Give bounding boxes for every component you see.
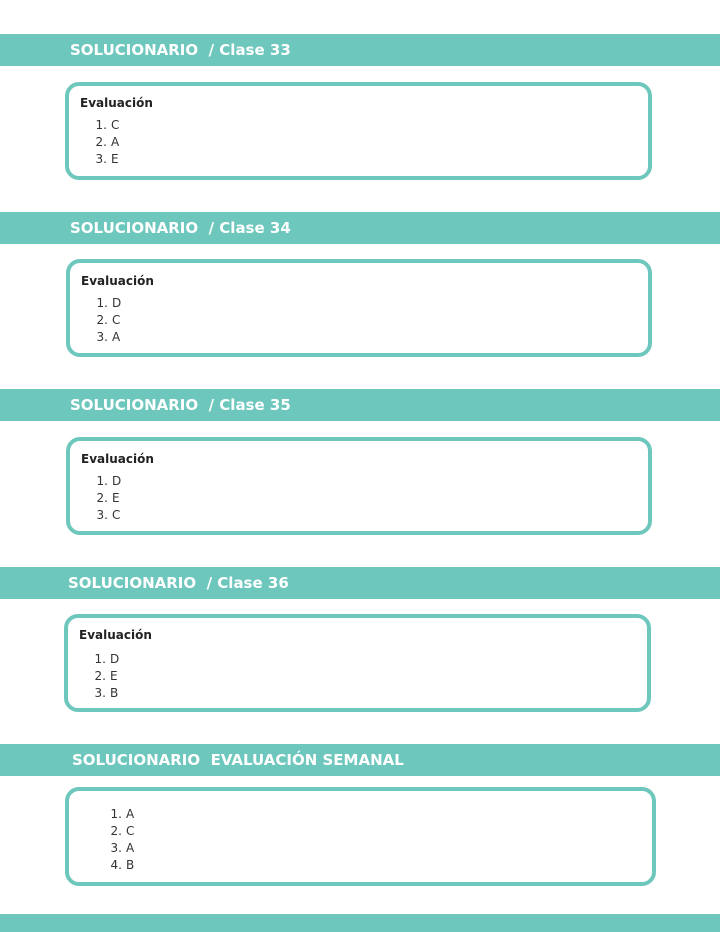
answer-item: 1. D	[94, 652, 120, 666]
answer-list	[92, 651, 119, 702]
answer-list	[94, 473, 121, 524]
answer-item: 2. A	[95, 135, 120, 149]
card-heading: Evaluación	[81, 274, 154, 288]
answer-list	[108, 806, 134, 874]
card-heading: Evaluación	[80, 96, 153, 110]
section-title: SOLUCIONARIO / Clase 34	[70, 219, 291, 237]
answer-item: 3. C	[96, 508, 121, 522]
answer-item: 1. D	[96, 474, 122, 488]
card-heading: Evaluación	[79, 628, 152, 642]
section-banner-clase-36	[0, 567, 720, 599]
answer-item: 2. C	[110, 824, 135, 838]
answer-item: 1. D	[96, 296, 122, 310]
answer-card-evaluacion-semanal	[65, 787, 656, 886]
answer-card-clase-34	[66, 259, 652, 357]
answer-item: 3. A	[96, 330, 121, 344]
section-title: SOLUCIONARIO EVALUACIÓN SEMANAL	[72, 751, 404, 769]
answer-item: 3. E	[95, 152, 119, 166]
section-title: SOLUCIONARIO / Clase 36	[68, 574, 289, 592]
answer-item: 1. C	[95, 118, 120, 132]
section-banner-evaluacion-semanal	[0, 744, 720, 776]
answer-list	[93, 117, 119, 168]
answer-item: 1. A	[110, 807, 135, 821]
answer-item: 2. C	[96, 313, 121, 327]
section-title: SOLUCIONARIO / Clase 35	[70, 396, 291, 414]
answer-list	[94, 295, 121, 346]
footer-bar	[0, 914, 720, 932]
section-banner-clase-34	[0, 212, 720, 244]
section-banner-clase-33	[0, 34, 720, 66]
answer-item: 3. B	[94, 686, 119, 700]
answer-card-clase-33	[65, 82, 652, 180]
section-banner-clase-35	[0, 389, 720, 421]
answer-card-clase-36	[64, 614, 651, 712]
answer-item: 3. A	[110, 841, 135, 855]
answer-item: 2. E	[96, 491, 120, 505]
answer-card-clase-35	[66, 437, 652, 535]
answer-item: 2. E	[94, 669, 118, 683]
answer-item: 4. B	[110, 858, 135, 872]
section-title: SOLUCIONARIO / Clase 33	[70, 41, 291, 59]
card-heading: Evaluación	[81, 452, 154, 466]
